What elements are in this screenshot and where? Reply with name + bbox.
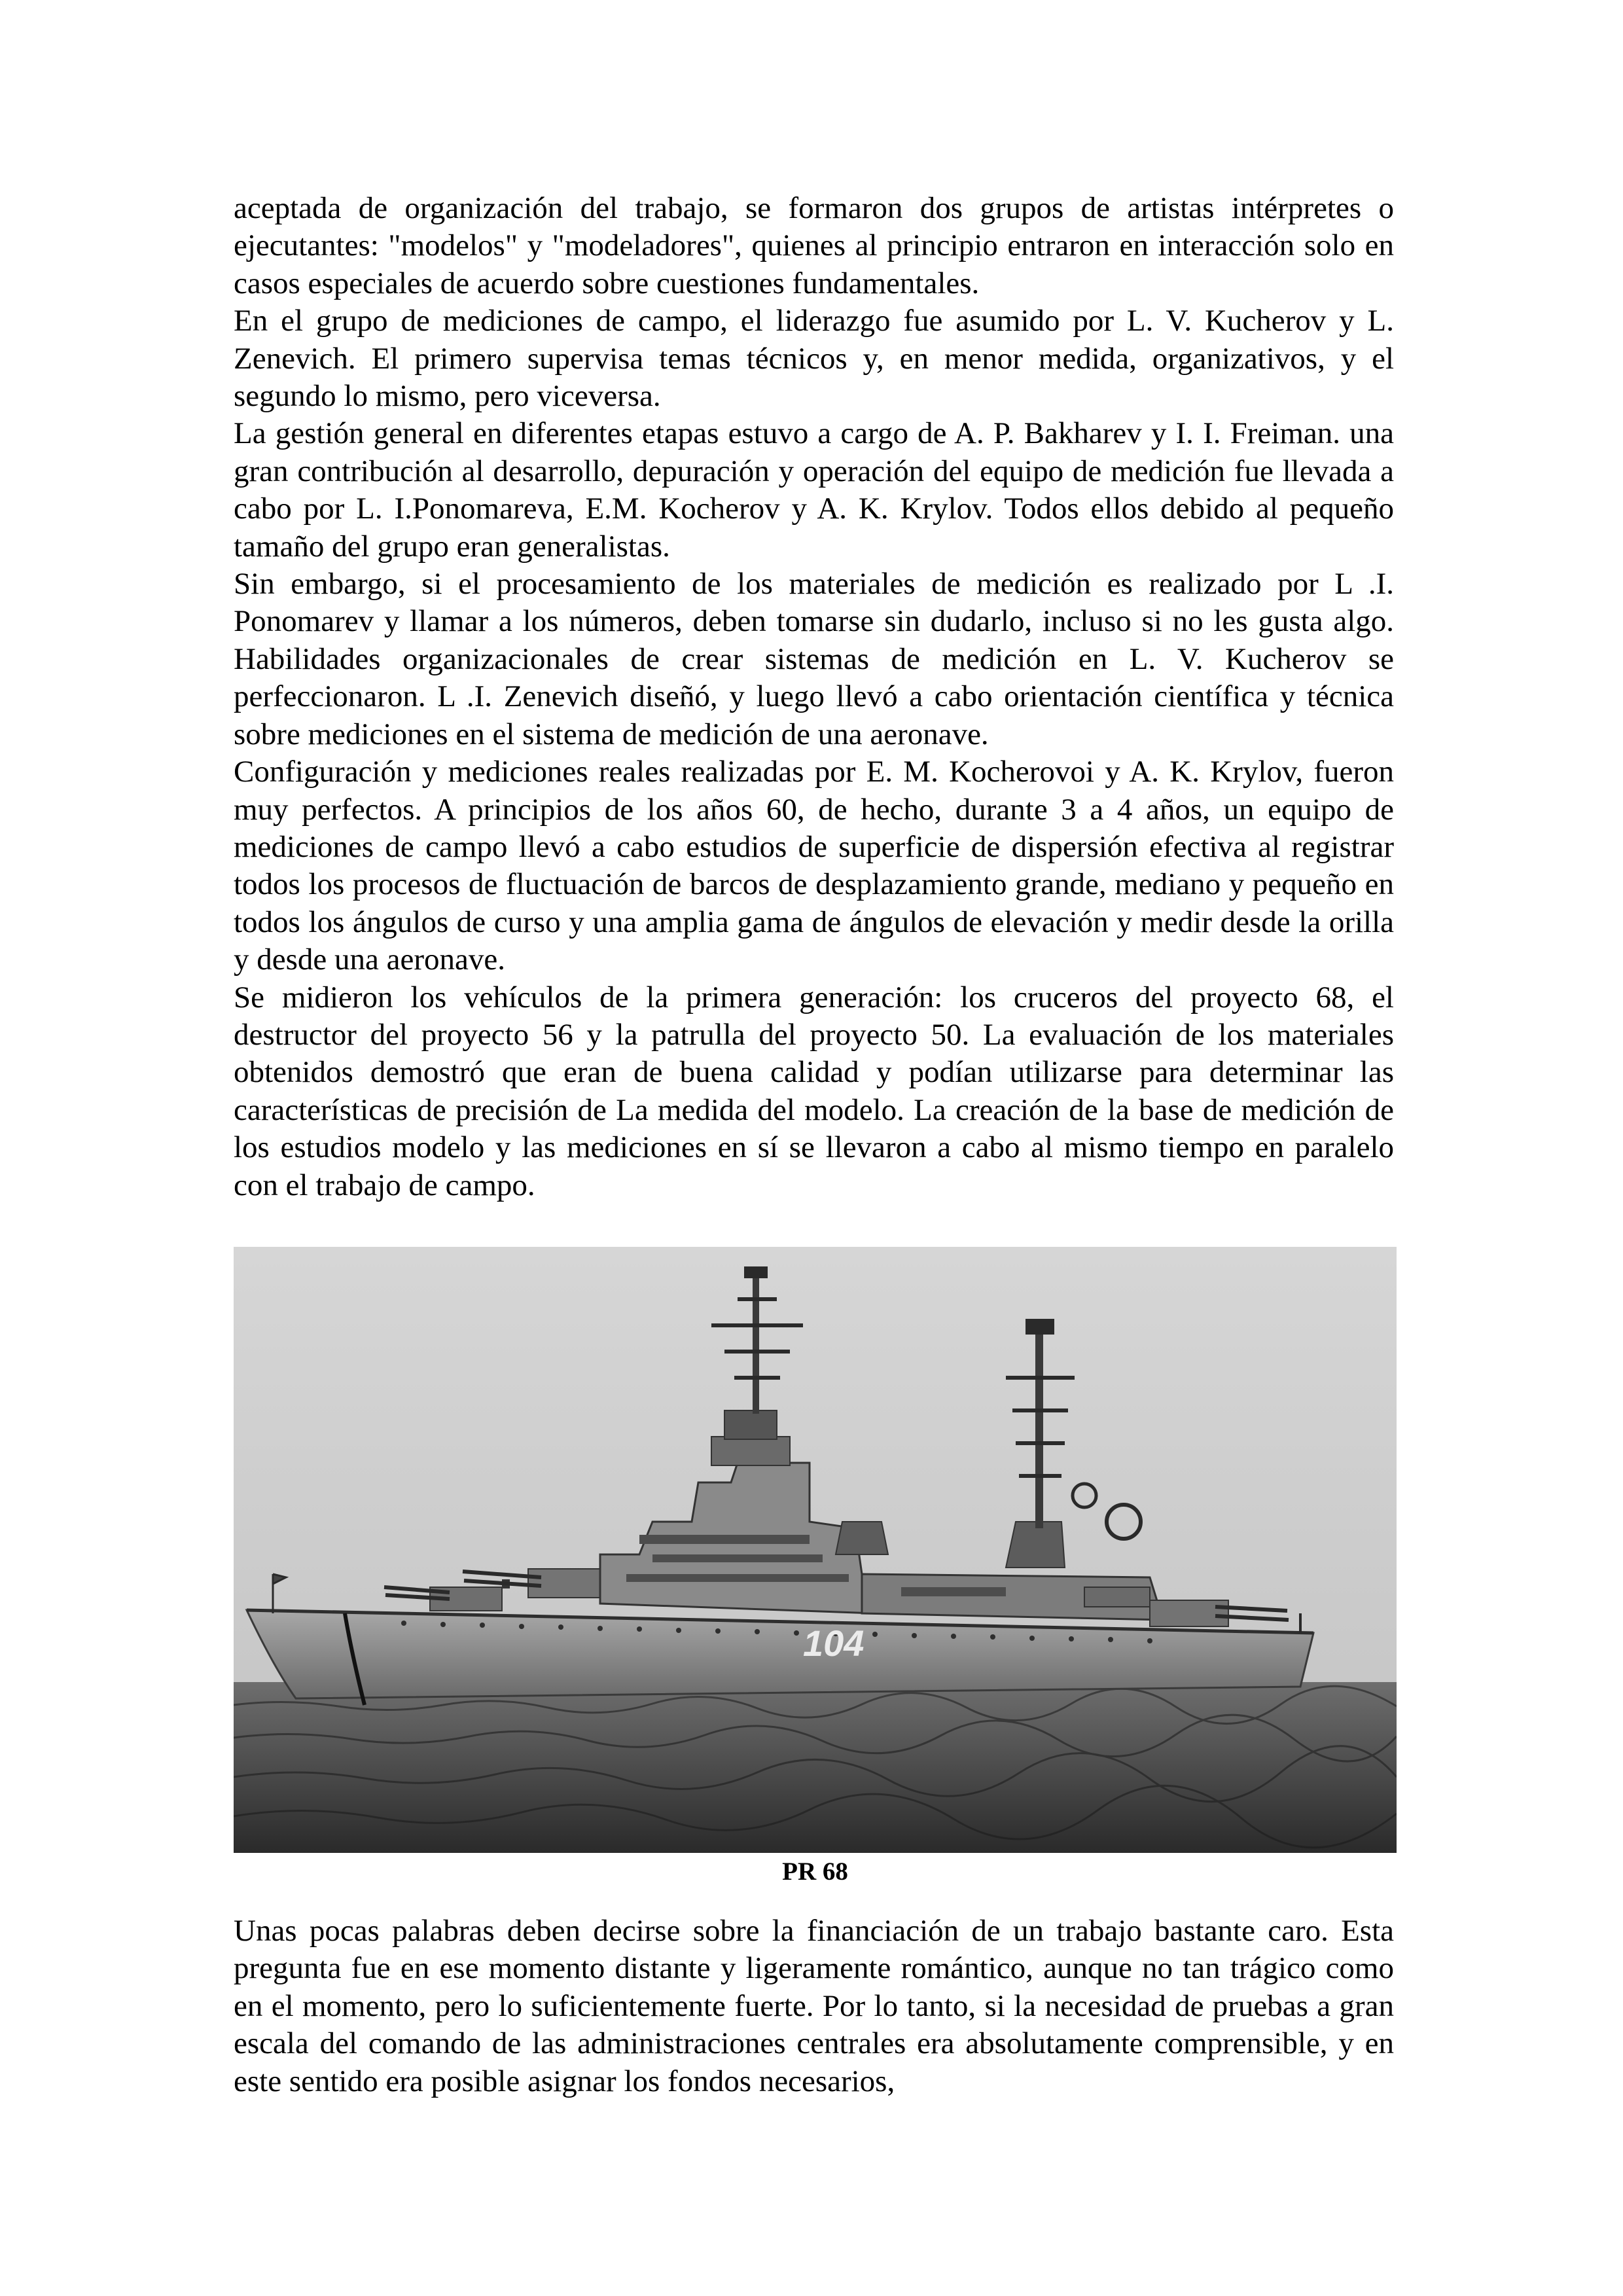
paragraph: Unas pocas palabras deben decirse sobre la financiación de un trabajo bastante caro. Esta pregunta fue en ese momento distante y ligeramente romántico, aunque no tan trágico como en el momento, pero lo suficientemente fuerte. Por lo tanto, si la necesidad de pruebas a gran escala del comando de las administraciones centrales era absolutamente comprensible, y en este sentido era posible asignar los fondos necesarios,	[234, 1914, 1394, 2098]
body-text-bottom	[234, 1912, 1394, 2100]
paragraph: Configuración y mediciones reales realizadas por E. M. Kocherovoi y A. K. Krylov, fueron muy perfectos. A principios de los años 60, de hecho, durante 3 a 4 años, un equipo de mediciones de campo llevó a cabo estudios de superficie de dispersión efectiva al registrar todos los procesos de fluctuación de barcos de desplazamiento grande, mediano y pequeño en todos los ángulos de curso y una amplia gama de ángulos de elevación y medir desde la orilla y desde una aeronave.	[234, 755, 1394, 977]
paragraph: Sin embargo, si el procesamiento de los materiales de medición es realizado por L .I. Ponomarev y llamar a los números, deben tomarse sin dudarlo, incluso si no les gusta algo. Habilidades organizacionales de crear sistemas de medición en L. V. Kucherov se perfeccionaron. L .I. Zenevich diseñó, y luego llevó a cabo orientación científica y técnica sobre mediciones en el sistema de medición de una aeronave.	[234, 567, 1394, 751]
paragraph: aceptada de organización del trabajo, se formaron dos grupos de artistas intérpretes o ejecutantes: "modelos" y "modeladores", quienes al principio entraron en interacción solo en casos especiales de acuerdo sobre cuestiones fundamentales.	[234, 191, 1394, 300]
sea	[234, 1682, 1397, 1853]
paragraph: Se midieron los vehículos de la primera generación: los cruceros del proyecto 68, el destructor del proyecto 56 y la patrulla del proyecto 50. La evaluación de los materiales obtenidos demostró que eran de buena calidad y podían utilizarse para determinar las características de precisión de La medida del modelo. La creación de la base de medición de los estudios modelo y las mediciones en sí se llevaron a cabo al mismo tiempo en paralelo con el trabajo de campo.	[234, 980, 1394, 1202]
cruiser-photo	[234, 1247, 1397, 1853]
hull-number: 104	[803, 1623, 865, 1664]
body-text-top	[234, 190, 1394, 1204]
paragraph: En el grupo de mediciones de campo, el liderazgo fue asumido por L. V. Kucherov y L. Zenevich. El primero supervisa temas técnicos y, en menor medida, organizativos, y el segundo lo mismo, pero viceversa.	[234, 304, 1394, 414]
figure-caption: PR 68	[782, 1857, 848, 1886]
paragraph: La gestión general en diferentes etapas estuvo a cargo de A. P. Bakharev y I. I. Freiman. una gran contribución al desarrollo, depuración y operación del equipo de medición fue llevada a cabo por L. I.Ponomareva, E.M. Kocherov y A. K. Krylov. Todos ellos debido al pequeño tamaño del grupo eran generalistas.	[234, 416, 1394, 564]
